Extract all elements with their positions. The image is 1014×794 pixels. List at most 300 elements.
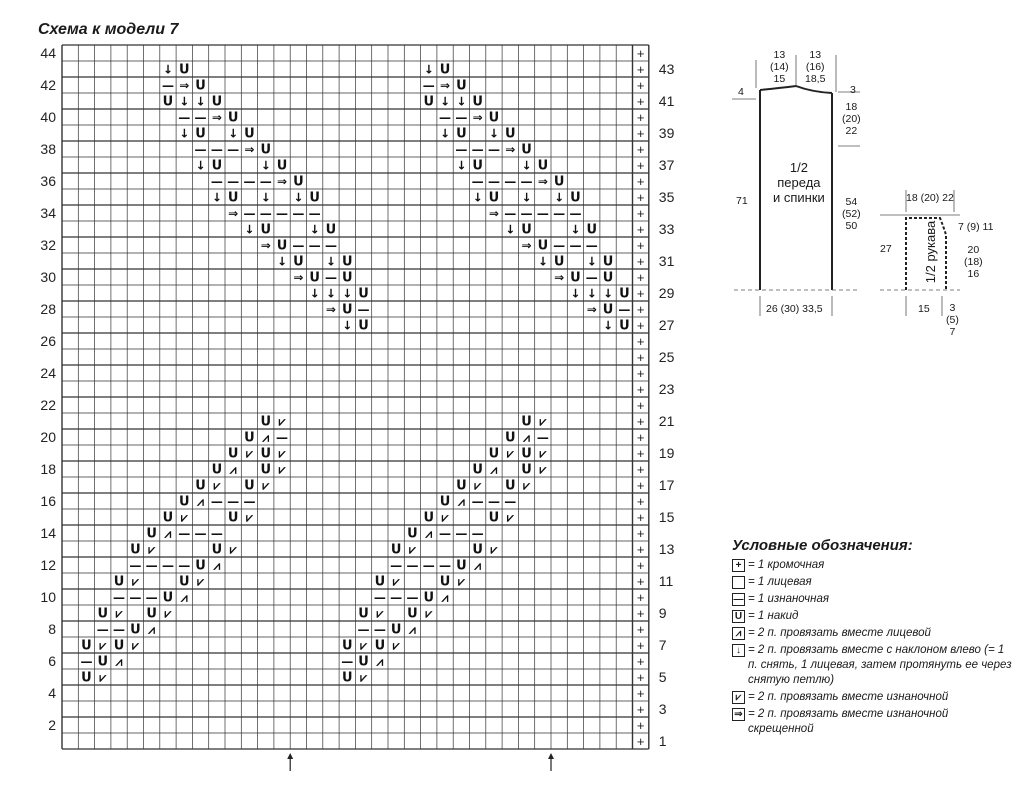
stitch-symbol: — — [357, 622, 370, 637]
edge-stitch: + — [636, 94, 645, 109]
stitch-symbol: U — [423, 590, 435, 606]
edge-stitch: + — [636, 286, 645, 301]
stitch-symbol: — — [439, 110, 452, 125]
stitch-symbol: U — [504, 126, 516, 142]
stitch-symbol: U — [456, 78, 467, 94]
stitch-symbol: ↓ — [325, 254, 336, 269]
side-dim: 54 (52) 50 — [842, 196, 861, 232]
stitch-symbol: ↓ — [537, 254, 548, 269]
edge-stitch: + — [636, 558, 645, 573]
stitch-symbol: — — [178, 558, 191, 573]
edge-stitch: + — [636, 590, 645, 605]
edge-stitch: + — [636, 654, 645, 669]
stitch-symbol: U — [521, 142, 532, 158]
body-label: 1/2 переда и спинки — [773, 160, 825, 205]
stitch-symbol: U — [162, 590, 174, 606]
stitch-symbol: U — [553, 174, 565, 190]
stitch-symbol: ⇒ — [211, 110, 222, 125]
stitch-symbol: U — [472, 462, 483, 478]
edge-stitch: + — [636, 718, 645, 733]
stitch-symbol: — — [113, 590, 126, 605]
stitch-symbol: — — [487, 494, 500, 509]
stitch-symbol: U — [211, 94, 223, 110]
edge-stitch: + — [636, 350, 645, 365]
legend-symbol: — — [733, 594, 744, 605]
stitch-symbol: — — [455, 110, 468, 125]
edge-stitch: + — [636, 430, 645, 445]
stitch-symbol: U — [113, 574, 125, 590]
stitch-symbol: ↓ — [586, 254, 597, 269]
edge-stitch: + — [636, 238, 645, 253]
stitch-symbol: — — [210, 142, 223, 157]
stitch-symbol: ↓ — [570, 286, 581, 301]
legend-symbol: + — [732, 559, 745, 572]
edge-stitch: + — [636, 686, 645, 701]
legend-text: = 1 лицевая — [748, 576, 812, 588]
stitch-symbol: ↓ — [277, 254, 288, 269]
stitch-symbol: — — [292, 238, 305, 253]
stitch-symbol: ⩗ — [409, 542, 416, 557]
row-number-left: 16 — [40, 493, 56, 509]
stitch-symbol: — — [308, 206, 321, 221]
stitch-symbol: — — [80, 654, 93, 669]
stitch-symbol: — — [324, 238, 337, 253]
stitch-symbol: ⩘ — [197, 494, 204, 509]
height-dim: 71 — [736, 195, 748, 207]
stitch-symbol: U — [276, 158, 288, 174]
stitch-symbol: — — [504, 206, 517, 221]
row-number-right: 15 — [658, 509, 675, 525]
stitch-symbol: — — [471, 526, 484, 541]
sleeve-cap-dim: 7 (9) 11 — [958, 221, 994, 233]
stitch-symbol: — — [308, 238, 321, 253]
stitch-symbol: U — [439, 62, 451, 78]
row-number-left: 26 — [40, 333, 56, 349]
stitch-symbol: ⩗ — [457, 574, 465, 589]
stitch-symbol: ⩗ — [229, 542, 237, 557]
stitch-symbol: ⩗ — [392, 638, 400, 653]
stitch-symbol: ↓ — [570, 222, 581, 237]
stitch-symbol: U — [602, 302, 614, 318]
row-number-right: 19 — [658, 445, 675, 461]
stitch-symbol: ⩗ — [115, 606, 123, 621]
row-number-left: 34 — [40, 205, 56, 221]
stitch-symbol: ↓ — [342, 318, 353, 333]
stitch-symbol: ⩗ — [278, 446, 286, 461]
sleeve-bottom-extra-dim: 3 (5) 7 — [946, 302, 959, 338]
stitch-symbol: U — [227, 110, 239, 126]
stitch-symbol: ↓ — [342, 286, 353, 301]
row-number-left: 10 — [40, 589, 56, 605]
row-number-left: 22 — [40, 397, 56, 413]
stitch-symbol: U — [341, 638, 353, 654]
row-number-left: 40 — [40, 109, 56, 125]
stitch-symbol: U — [521, 414, 532, 430]
stitch-symbol: U — [244, 126, 255, 142]
stitch-symbol: U — [407, 526, 418, 542]
stitch-symbol: U — [423, 510, 435, 526]
stitch-symbol: ⩗ — [278, 414, 286, 429]
stitch-symbol: U — [537, 158, 549, 174]
stitch-symbol: U — [260, 222, 272, 238]
stitch-symbol: ↓ — [521, 190, 532, 205]
stitch-symbol: U — [325, 222, 337, 238]
stitch-symbol: — — [194, 142, 207, 157]
stitch-symbol: ⩗ — [523, 478, 530, 493]
edge-stitch: + — [636, 478, 645, 493]
row-number-left: 4 — [48, 685, 56, 701]
stitch-symbol: ⩗ — [425, 606, 433, 621]
row-number-left: 28 — [40, 301, 56, 317]
row-number-left: 30 — [40, 269, 56, 285]
stitch-symbol: ⩘ — [229, 462, 237, 477]
stitch-symbol: ↓ — [521, 158, 532, 173]
edge-stitch: + — [636, 190, 645, 205]
stitch-symbol: U — [276, 238, 288, 254]
stitch-symbol: U — [260, 462, 272, 478]
sleeve-side-dim: 20 (18) 16 — [964, 244, 983, 280]
stitch-symbol: ⩗ — [99, 638, 107, 653]
stitch-symbol: U — [244, 430, 255, 446]
stitch-symbol: U — [178, 62, 190, 78]
stitch-symbol: U — [472, 94, 483, 110]
stitch-symbol: U — [423, 94, 435, 110]
stitch-symbol: — — [145, 558, 158, 573]
stitch-symbol: U — [293, 174, 304, 190]
stitch-symbol: ⩗ — [246, 446, 253, 461]
stitch-symbol: — — [341, 654, 354, 669]
stitch-symbol: — — [585, 238, 598, 253]
edge-stitch: + — [636, 734, 645, 749]
stitch-symbol: U — [113, 638, 125, 654]
stitch-symbol: U — [504, 430, 516, 446]
stitch-symbol: — — [178, 110, 191, 125]
edge-stitch: + — [636, 254, 645, 269]
stitch-symbol: ⩗ — [506, 510, 514, 525]
stitch-symbol: U — [146, 526, 157, 542]
edge-stitch: + — [636, 622, 645, 637]
legend-symbol: ⩗ — [732, 691, 745, 704]
stitch-symbol: — — [357, 302, 370, 317]
stitch-symbol: U — [195, 78, 206, 94]
row-number-right: 41 — [658, 93, 675, 109]
row-number-right: 9 — [658, 605, 667, 621]
stitch-symbol: — — [243, 494, 256, 509]
stitch-symbol: ⩘ — [115, 654, 123, 669]
stitch-symbol: U — [260, 446, 272, 462]
stitch-symbol: U — [504, 478, 516, 494]
stitch-symbol: U — [260, 414, 272, 430]
stitch-symbol: — — [259, 174, 272, 189]
stitch-symbol: — — [520, 206, 533, 221]
stitch-symbol: ⩘ — [409, 622, 416, 637]
stitch-symbol: U — [537, 238, 549, 254]
stitch-symbol: ⩗ — [490, 542, 498, 557]
stitch-symbol: ⩘ — [180, 590, 188, 605]
stitch-symbol: ⩘ — [376, 654, 384, 669]
stitch-symbol: ↓ — [195, 158, 206, 173]
stitch-symbol: U — [488, 446, 500, 462]
stitch-symbol: U — [130, 622, 141, 638]
stitch-symbol: — — [487, 174, 500, 189]
stitch-symbol: — — [243, 206, 256, 221]
stitch-symbol: U — [358, 606, 369, 622]
stitch-symbol: U — [227, 190, 239, 206]
stitch-symbol: U — [293, 254, 304, 270]
stitch-symbol: U — [260, 142, 272, 158]
row-number-left: 6 — [48, 653, 56, 669]
row-number-right: 11 — [658, 573, 674, 589]
stitch-symbol: — — [422, 78, 435, 93]
stitch-symbol: ⩗ — [164, 606, 172, 621]
stitch-symbol: ⩘ — [164, 526, 172, 541]
stitch-symbol: — — [406, 558, 419, 573]
sleeve-bottom-dim: 15 — [918, 303, 930, 315]
stitch-symbol: — — [373, 622, 386, 637]
stitch-symbol: U — [472, 158, 483, 174]
stitch-symbol: — — [227, 142, 240, 157]
stitch-symbol: U — [227, 510, 239, 526]
edge-stitch: + — [636, 126, 645, 141]
stitch-symbol: U — [488, 190, 500, 206]
stitch-symbol: ↓ — [586, 286, 597, 301]
row-number-right: 39 — [658, 125, 675, 141]
stitch-symbol: ⇒ — [537, 174, 548, 189]
row-number-right: 27 — [658, 317, 675, 333]
stitch-symbol: ↓ — [603, 318, 614, 333]
edge-stitch: + — [636, 414, 645, 429]
stitch-symbol: — — [129, 558, 142, 573]
stitch-symbol: — — [259, 206, 272, 221]
stitch-symbol: — — [145, 590, 158, 605]
shoulder-dim: 13 (14) 15 — [770, 49, 789, 85]
stitch-symbol: U — [619, 286, 630, 302]
stitch-symbol: U — [97, 654, 109, 670]
stitch-symbol: ⇒ — [325, 302, 336, 317]
edge-stitch: + — [636, 366, 645, 381]
stitch-symbol: — — [487, 142, 500, 157]
stitch-symbol: ↓ — [260, 190, 271, 205]
stitch-symbol: ↓ — [505, 222, 516, 237]
row-number-right: 23 — [658, 381, 675, 397]
stitch-symbol: ⇒ — [472, 110, 483, 125]
stitch-symbol: ↓ — [179, 94, 190, 109]
stitch-symbol: ⩘ — [474, 558, 482, 573]
stitch-symbol: U — [456, 478, 467, 494]
stitch-symbol: — — [390, 558, 403, 573]
stitch-symbol: ⇒ — [488, 206, 499, 221]
edge-stitch: + — [636, 670, 645, 685]
row-number-right: 43 — [658, 61, 675, 77]
edge-stitch: + — [636, 78, 645, 93]
stitch-symbol: ⩗ — [539, 462, 547, 477]
row-number-right: 7 — [658, 637, 667, 653]
stitch-symbol: U — [146, 606, 157, 622]
row-number-right: 21 — [658, 413, 675, 429]
stitch-symbol: U — [619, 318, 630, 334]
sleeve-length-dim: 27 — [880, 243, 892, 255]
row-number-left: 24 — [40, 365, 56, 381]
edge-stitch: + — [636, 398, 645, 413]
stitch-symbol: U — [81, 670, 92, 686]
row-number-left: 14 — [40, 525, 56, 541]
edge-stitch: + — [636, 142, 645, 157]
stitch-symbol: U — [341, 302, 353, 318]
stitch-symbol: U — [195, 478, 206, 494]
stitch-symbol: ↓ — [293, 190, 304, 205]
stitch-symbol: — — [406, 590, 419, 605]
edge-stitch: + — [636, 542, 645, 557]
stitch-symbol: U — [309, 270, 320, 286]
legend-text: = 2 п. провязать вместе лицевой — [748, 627, 931, 639]
stitch-symbol: — — [210, 526, 223, 541]
stitch-symbol: ⇒ — [521, 238, 532, 253]
stitch-symbol: U — [488, 110, 500, 126]
legend-text: = 2 п. провязать вместе изнаночной — [748, 691, 949, 703]
stitch-symbol: ↓ — [472, 190, 483, 205]
stitch-symbol: U — [521, 222, 532, 238]
row-number-right: 5 — [658, 669, 667, 685]
legend-symbol: ↓ — [732, 644, 745, 657]
stitch-symbol: ⩘ — [457, 494, 465, 509]
edge-stitch: + — [636, 638, 645, 653]
stitch-symbol: — — [439, 526, 452, 541]
stitch-symbol: — — [455, 526, 468, 541]
row-number-right: 17 — [658, 477, 675, 493]
edge-stitch: + — [636, 318, 645, 333]
stitch-symbol: U — [521, 462, 532, 478]
stitch-symbol: ⩗ — [539, 414, 547, 429]
stitch-symbol: ↓ — [554, 190, 565, 205]
stitch-symbol: U — [390, 542, 402, 558]
stitch-symbol: ⩗ — [246, 510, 253, 525]
stitch-symbol: ⩘ — [523, 430, 530, 445]
stitch-symbol: ↓ — [309, 222, 320, 237]
stitch-symbol: ⩗ — [376, 606, 384, 621]
stitch-symbol: ↓ — [325, 286, 336, 301]
stitch-symbol: — — [194, 526, 207, 541]
row-number-right: 1 — [658, 733, 667, 749]
row-number-left: 44 — [40, 45, 56, 61]
stitch-symbol: ↓ — [488, 126, 499, 141]
stitch-symbol: U — [195, 126, 206, 142]
stitch-symbol: U — [211, 158, 223, 174]
edge-stitch: + — [636, 574, 645, 589]
row-number-left: 36 — [40, 173, 56, 189]
stitch-symbol: U — [553, 254, 565, 270]
stitch-symbol: U — [374, 574, 386, 590]
stitch-symbol: U — [211, 462, 223, 478]
stitch-symbol: U — [472, 542, 483, 558]
stitch-symbol: ⇒ — [554, 270, 565, 285]
edge-stitch: + — [636, 222, 645, 237]
stitch-symbol: — — [276, 206, 289, 221]
stitch-symbol: ⇒ — [179, 78, 190, 93]
sleeve-label: 1/2 рукава — [923, 220, 938, 284]
stitch-symbol: — — [504, 494, 517, 509]
stitch-symbol: ↓ — [228, 126, 239, 141]
row-number-right: 35 — [658, 189, 675, 205]
edge-stitch: + — [636, 606, 645, 621]
stitch-symbol: U — [97, 606, 109, 622]
stitch-symbol: ⩗ — [131, 638, 139, 653]
legend-symbol: ⩘ — [732, 627, 745, 640]
row-number-right: 31 — [658, 253, 675, 269]
edge-stitch: + — [636, 62, 645, 77]
stitch-symbol: U — [130, 542, 141, 558]
stitch-symbol: — — [276, 430, 289, 445]
stitch-symbol: — — [292, 206, 305, 221]
stitch-symbol: — — [585, 270, 598, 285]
stitch-symbol: — — [390, 590, 403, 605]
stitch-symbol: — — [194, 110, 207, 125]
stitch-symbol: U — [374, 638, 386, 654]
stitch-symbol: U — [456, 558, 467, 574]
row-number-left: 32 — [40, 237, 56, 253]
stitch-symbol: ⩗ — [539, 446, 547, 461]
legend-text: = 1 накид — [748, 610, 799, 622]
stitch-symbol: U — [341, 670, 353, 686]
stitch-symbol: U — [211, 542, 223, 558]
edge-stitch: + — [636, 462, 645, 477]
stitch-symbol: U — [570, 270, 581, 286]
row-number-right: 13 — [658, 541, 675, 557]
stitch-symbol: ↓ — [162, 62, 173, 77]
stitch-symbol: U — [488, 510, 500, 526]
stitch-symbol: ↓ — [440, 94, 451, 109]
stitch-symbol: U — [178, 574, 190, 590]
stitch-symbol: U — [456, 126, 467, 142]
stitch-symbol: ⩗ — [441, 510, 449, 525]
stitch-symbol: U — [162, 94, 174, 110]
stitch-symbol: ⇒ — [293, 270, 304, 285]
edge-stitch: + — [636, 270, 645, 285]
row-number-left: 2 — [48, 717, 56, 733]
row-number-right: 29 — [658, 285, 675, 301]
stitch-symbol: — — [618, 302, 631, 317]
armhole-dim: 18 (20) 22 — [842, 101, 861, 137]
stitch-symbol: ⇒ — [277, 174, 288, 189]
stitch-symbol: ⩗ — [213, 478, 221, 493]
row-number-right: 33 — [658, 221, 675, 237]
stitch-symbol: — — [471, 494, 484, 509]
stitch-symbol: — — [455, 142, 468, 157]
stitch-symbol: ⇒ — [505, 142, 516, 157]
row-number-left: 18 — [40, 461, 56, 477]
stitch-symbol: ⩘ — [213, 558, 221, 573]
neck-depth-right-dim: 3 — [850, 84, 856, 96]
stitch-symbol: ⩗ — [197, 574, 204, 589]
stitch-symbol: U — [244, 478, 255, 494]
sleeve-top-dim: 18 (20) 22 — [906, 192, 954, 204]
stitch-symbol: ⩗ — [360, 670, 367, 685]
stitch-symbol: — — [569, 206, 582, 221]
stitch-symbol: ⩘ — [425, 526, 433, 541]
stitch-symbol: ↓ — [244, 222, 255, 237]
stitch-symbol: — — [96, 622, 109, 637]
edge-stitch: + — [636, 702, 645, 717]
stitch-symbol: — — [504, 174, 517, 189]
stitch-symbol: ⩘ — [490, 462, 498, 477]
edge-stitch: + — [636, 46, 645, 61]
stitch-symbol: ⇒ — [440, 78, 451, 93]
stitch-symbol: U — [358, 286, 369, 302]
stitch-symbol: ⩘ — [148, 622, 156, 637]
stitch-symbol: — — [553, 238, 566, 253]
stitch-symbol: U — [162, 510, 174, 526]
stitch-symbol: — — [210, 174, 223, 189]
stitch-symbol: ⩗ — [262, 478, 270, 493]
